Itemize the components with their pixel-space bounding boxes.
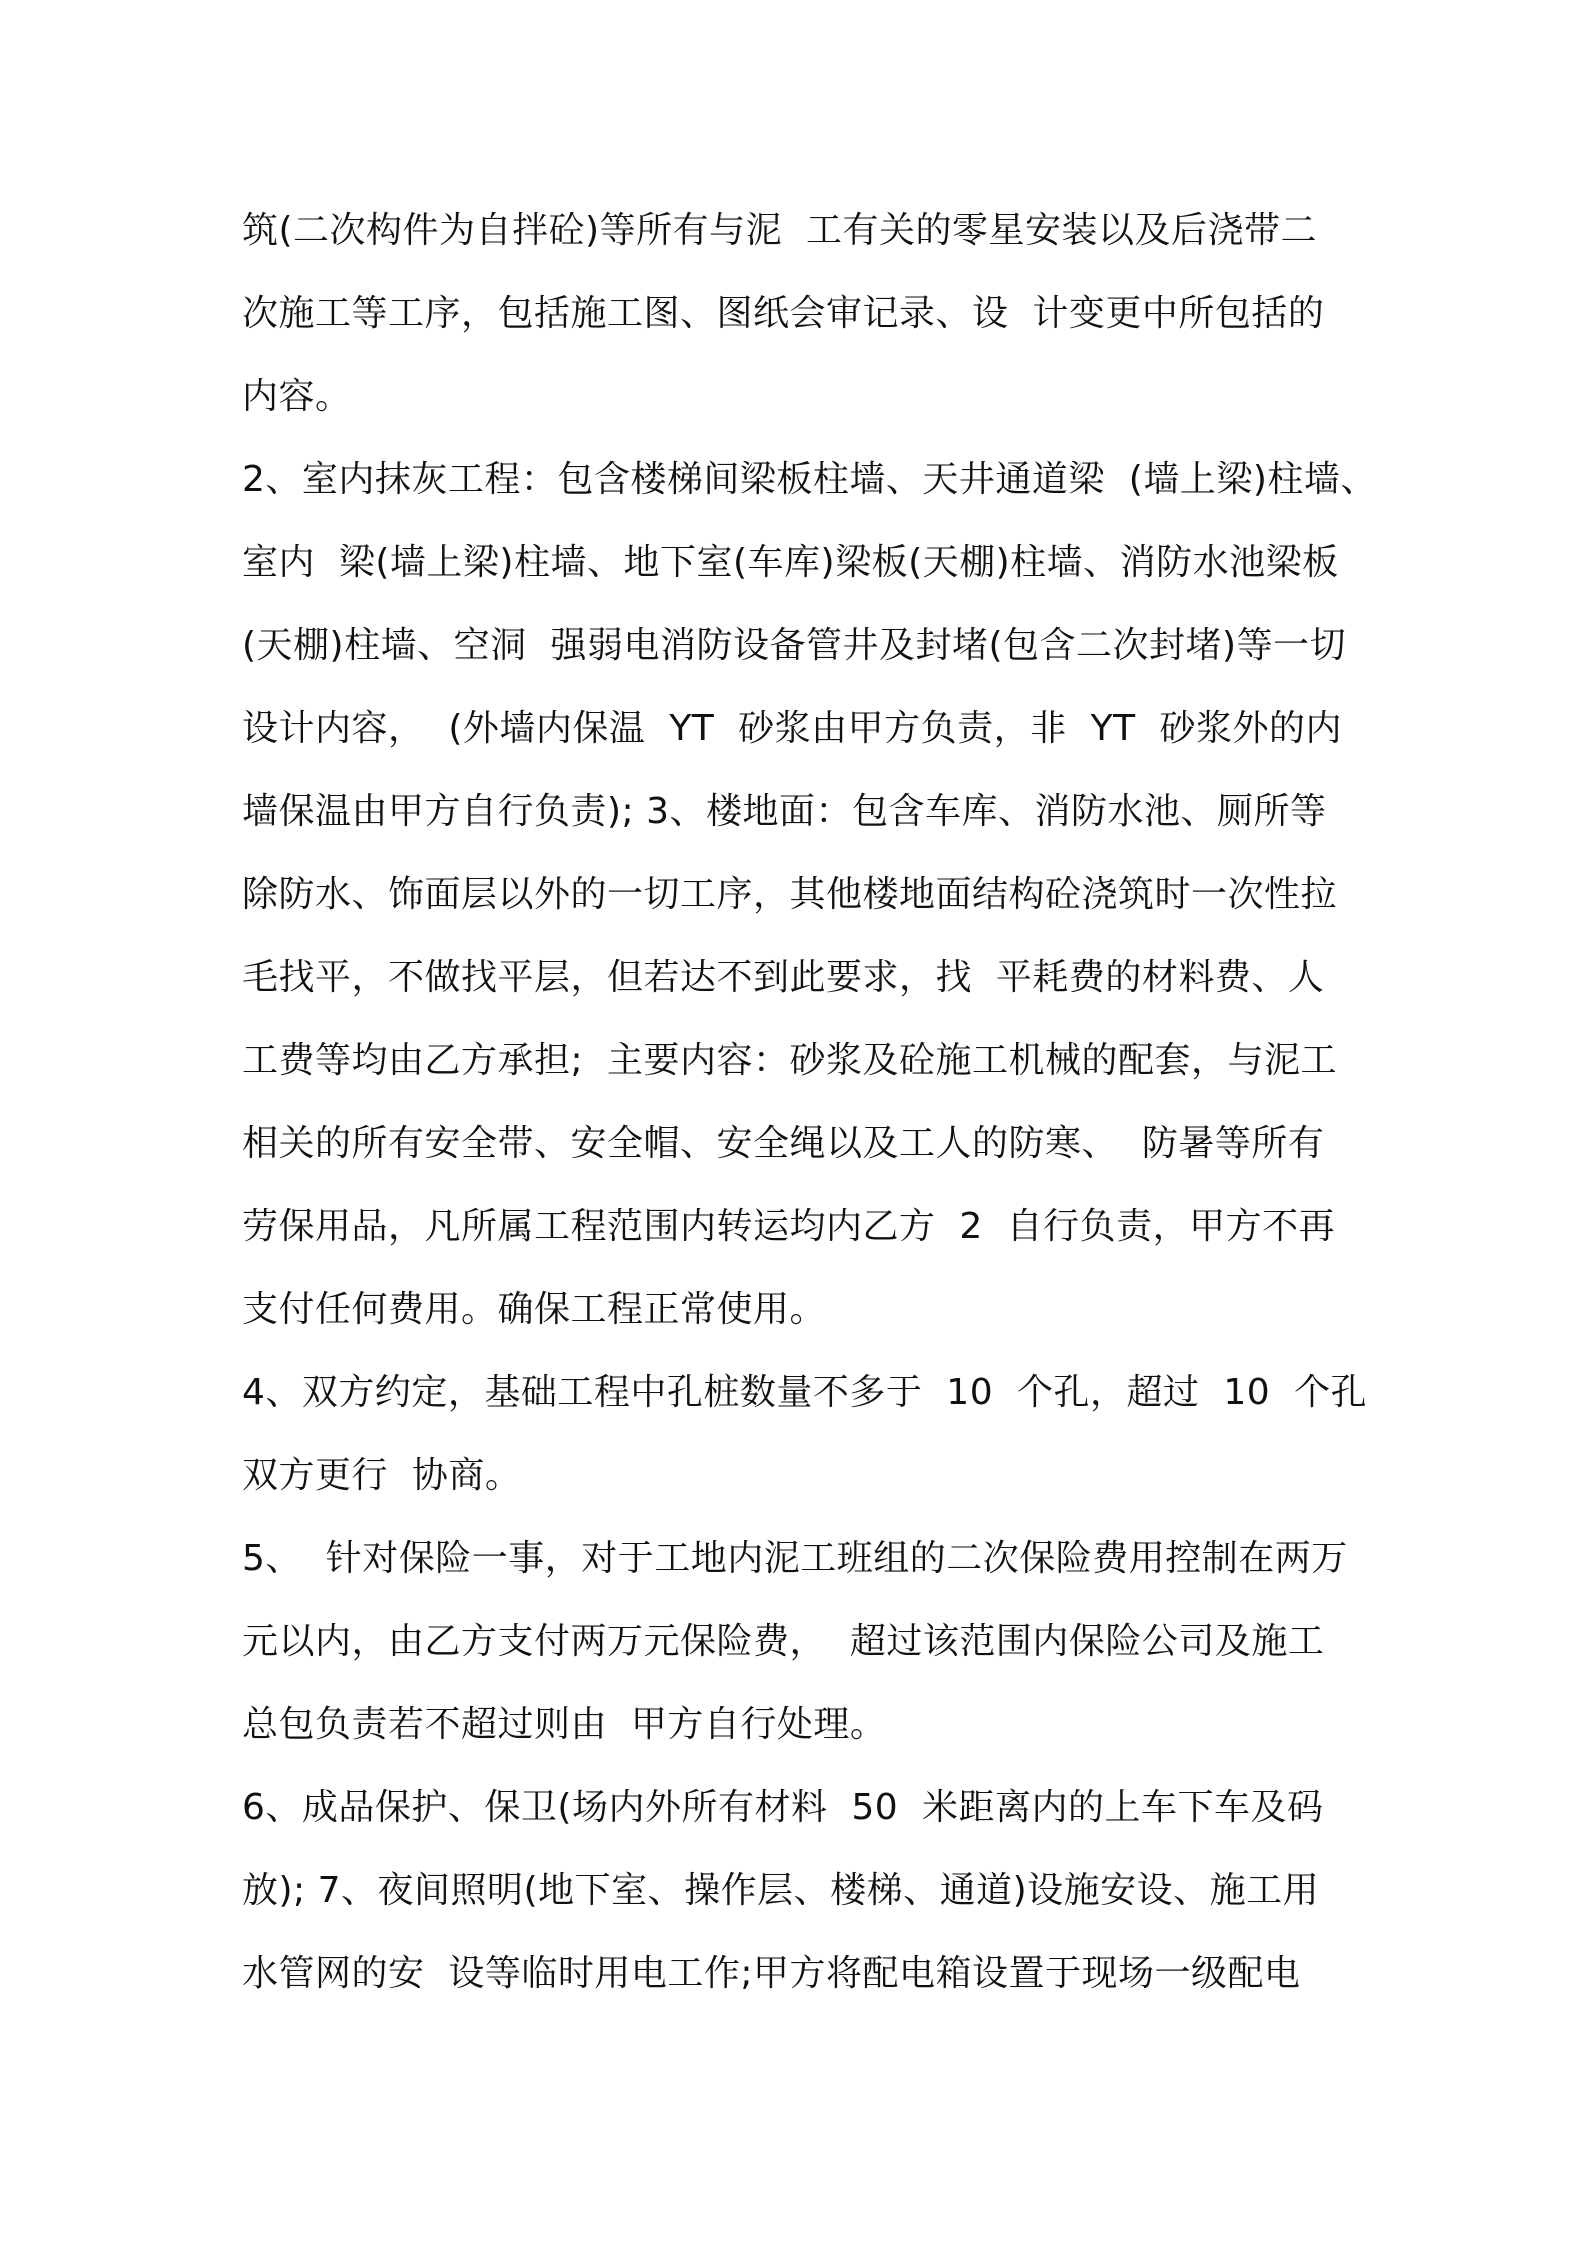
text-line: 放); 7、夜间照明(地下室、操作层、楼梯、通道)设施安设、施工用 [242, 1870, 1320, 1911]
text-line: 劳保用品，凡所属工程范围内转运均内乙方 2 自行负责，甲方不再 [242, 1206, 1336, 1247]
text-line: (天棚)柱墙、空洞 强弱电消防设备管井及封堵(包含二次封堵)等一切 [242, 625, 1347, 666]
text-line: 6、成品保护、保卫(场内外所有材料 50 米距离内的上车下车及码 [242, 1787, 1324, 1828]
text-line: 毛找平，不做找平层，但若达不到此要求，找 平耗费的材料费、人 [242, 957, 1325, 998]
text-line: 双方更行 协商。 [242, 1455, 522, 1496]
text-line: 5、 针对保险一事，对于工地内泥工班组的二次保险费用控制在两万 [242, 1538, 1348, 1579]
text-line: 2、室内抹灰工程：包含楼梯间梁板柱墙、天井通道梁 (墙上梁)柱墙、 [242, 459, 1377, 500]
text-line: 次施工等工序，包括施工图、图纸会审记录、设 计变更中所包括的 [242, 293, 1325, 334]
text-line: 4、双方约定，基础工程中孔桩数量不多于 10 个孔，超过 10 个孔 [242, 1372, 1368, 1413]
text-line: 相关的所有安全带、安全帽、安全绳以及工人的防寒、 防暑等所有 [242, 1123, 1325, 1164]
text-line: 内容。 [242, 376, 352, 417]
body-text [242, 200, 1377, 2026]
text-line: 室内 梁(墙上梁)柱墙、地下室(车库)梁板(天棚)柱墙、消防水池梁板 [242, 542, 1339, 583]
text-line: 元以内，由乙方支付两万元保险费， 超过该范围内保险公司及施工 [242, 1621, 1325, 1662]
text-line: 支付任何费用。确保工程正常使用。 [242, 1289, 827, 1330]
text-line: 工费等均由乙方承担; 主要内容：砂浆及砼施工机械的配套，与泥工 [242, 1040, 1338, 1081]
text-line: 筑(二次构件为自拌砼)等所有与泥 工有关的零星安装以及后浇带二 [242, 210, 1317, 251]
text-line: 总包负责若不超过则由 甲方自行处理。 [242, 1704, 887, 1745]
text-line: 水管网的安 设等临时用电工作;甲方将配电箱设置于现场一级配电 [242, 1953, 1301, 1994]
text-line: 墙保温由甲方自行负责); 3、楼地面：包含车库、消防水池、厕所等 [242, 791, 1327, 832]
text-line: 除防水、饰面层以外的一切工序，其他楼地面结构砼浇筑时一次性拉 [242, 874, 1338, 915]
text-line: 设计内容， (外墙内保温 YT 砂浆由甲方负责，非 YT 砂浆外的内 [242, 708, 1342, 749]
